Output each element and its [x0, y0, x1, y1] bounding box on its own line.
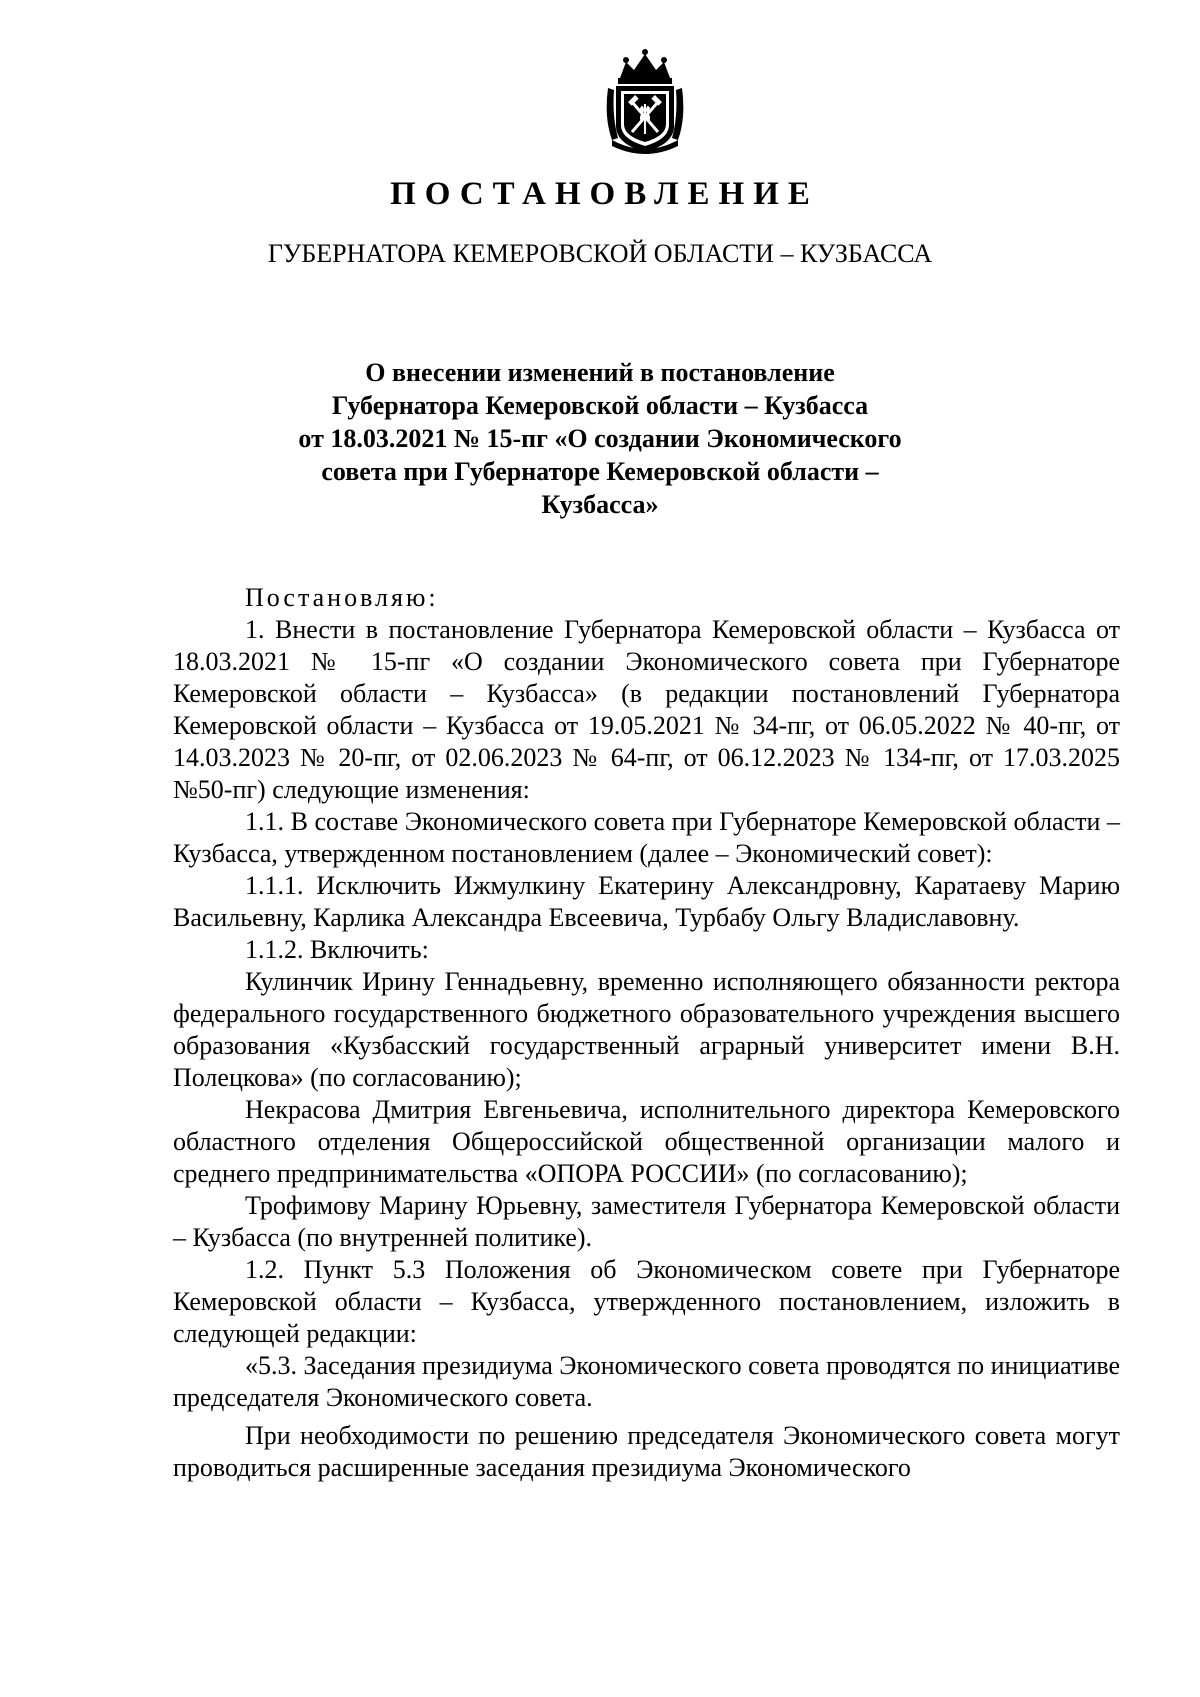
- paragraph-extended-meetings: При необходимости по решению председателя Экономического совета могут проводиться расширенные заседания президиума Экономического: [173, 1421, 1120, 1482]
- title-line: Кузбасса»: [541, 490, 659, 519]
- title-line: О внесении изменений в постановление: [365, 358, 835, 387]
- document-type-heading: ПОСТАНОВЛЕНИЕ: [390, 176, 819, 212]
- paragraph-quote-5-3: «5.3. Заседания президиума Экономического совета проводятся по инициативе председателя Экономического совета.: [173, 1351, 1120, 1412]
- issuer-heading: ГУБЕРНАТОРА КЕМЕРОВСКОЙ ОБЛАСТИ – КУЗБАССА: [267, 239, 933, 268]
- paragraph-item-1-1-1: 1.1.1. Исключить Ижмулкину Екатерину Александровну, Каратаеву Марию Васильевну, Карлика Александра Евсеевича, Турбабу Ольгу Владиславовну.: [173, 871, 1120, 932]
- paragraph-member-trofimova: Трофимову Марину Юрьевну, заместителя Губернатора Кемеровской области – Кузбасса (по внутренней политике).: [173, 1191, 1120, 1252]
- document-title: [260, 356, 940, 521]
- title-line: от 18.03.2021 № 15-пг «О создании Экономического: [298, 424, 902, 453]
- paragraph-member-kulinchik: Кулинчик Ирину Геннадьевну, временно исполняющего обязанности ректора федерального государственного бюджетного образовательного учреждения высшего образования «Кузбасский государственный аграрный университет имени В.Н. Полецкова» (по согласованию);: [173, 967, 1120, 1092]
- paragraph-item-1-1: 1.1. В составе Экономического совета при Губернаторе Кемеровской области – Кузбасса, утвержденном постановлением (далее – Экономический совет):: [173, 807, 1120, 868]
- paragraph-item-1-1-2: 1.1.2. Включить:: [245, 935, 429, 964]
- kuzbass-coat-of-arms-icon: [602, 48, 688, 156]
- title-line: совета при Губернаторе Кемеровской области –: [321, 457, 879, 486]
- paragraph-item-1-2: 1.2. Пункт 5.3 Положения об Экономическом совете при Губернаторе Кемеровской области – Кузбасса, утвержденного постановлением, изложить в следующей редакции:: [173, 1255, 1120, 1348]
- paragraph-member-nekrasov: Некрасова Дмитрия Евгеньевича, исполнительного директора Кемеровского областного отделения Общероссийской общественной организации малого и среднего предпринимательства «ОПОРА РОССИИ» (по согласованию);: [173, 1095, 1120, 1188]
- title-line: Губернатора Кемеровской области – Кузбасса: [331, 391, 869, 420]
- paragraph-item-1: 1. Внести в постановление Губернатора Кемеровской области – Кузбасса от 18.03.2021 № 15-пг «О создании Экономического совета при Губернаторе Кемеровской области – Кузбасса» (в редакции постановлений Губернатора Кемеровской области – Кузбасса от 19.05.2021 № 34-пг, от 06.05.2022 № 40-пг, от 14.03.2023 № 20-пг, от 02.06.2023 № 64-пг, от 06.12.2023 № 134-пг, от 17.03.2025 №50-пг) следующие изменения:: [173, 615, 1120, 804]
- document-body: [173, 582, 1120, 1484]
- resolution-lead: Постановляю:: [245, 583, 439, 612]
